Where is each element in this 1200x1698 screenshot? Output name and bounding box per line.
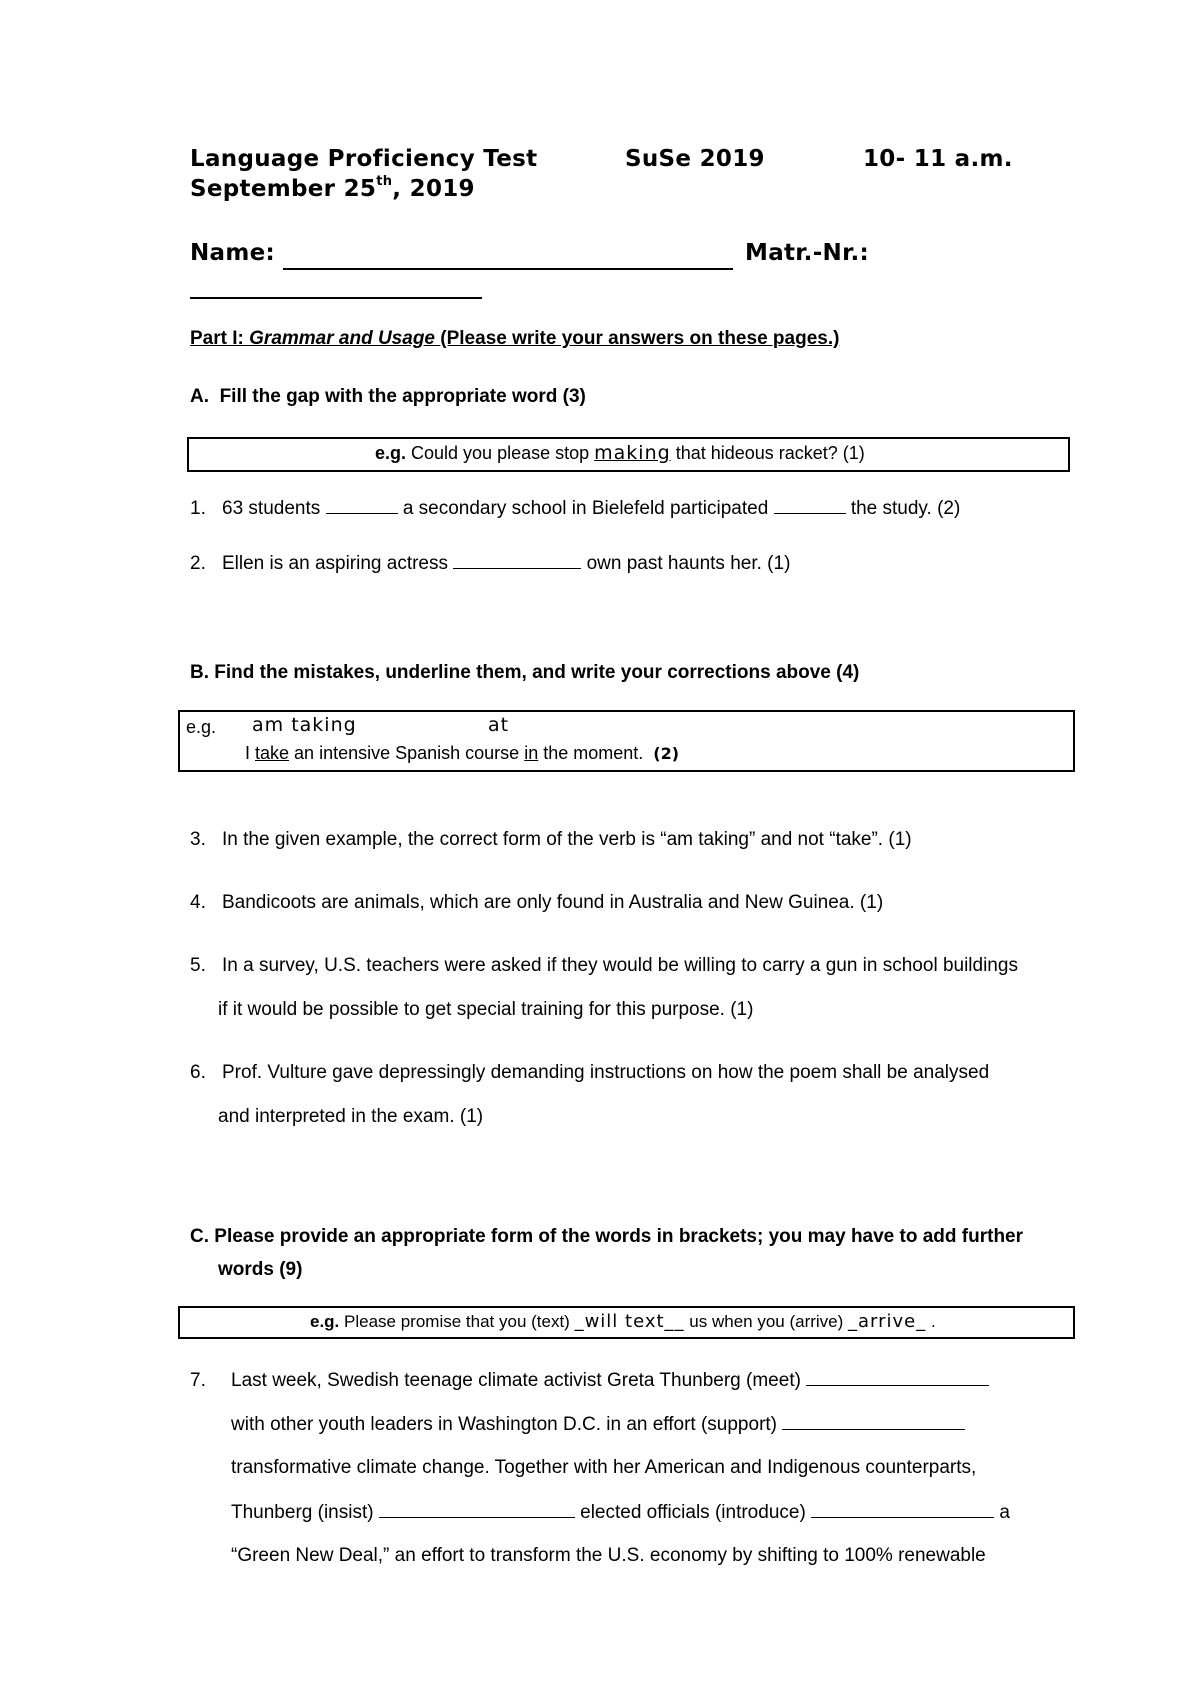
sectionB-example-prefix: e.g. — [186, 717, 217, 737]
test-date: September 25th, 2019 — [190, 174, 475, 202]
sectionB-example-sentence: I take an intensive Spanish course in the moment. (2) — [245, 743, 680, 763]
answer-gap[interactable] — [453, 552, 581, 569]
question-7-line3: transformative climate change. Together with her American and Indigenous counterparts, — [231, 1457, 977, 1478]
question-7-line5: “Green New Deal,” an effort to transform the U.S. economy by shifting to 100% renewable — [231, 1545, 986, 1566]
name-field[interactable] — [283, 248, 733, 270]
answer-gap[interactable] — [326, 497, 398, 514]
sectionB-heading: B. Find the mistakes, underline them, and write your corrections above (4) — [190, 662, 860, 683]
test-title: Language Proficiency Test — [190, 146, 538, 172]
answer-gap[interactable] — [806, 1369, 989, 1386]
question-5: 5. In a survey, U.S. teachers were asked if they would be willing to carry a gun in school buildings — [190, 955, 1018, 976]
sectionC-heading-cont: words (9) — [218, 1259, 303, 1280]
question-7-line2: with other youth leaders in Washington D.C. in an effort (support) — [231, 1413, 965, 1436]
question-6-cont: and interpreted in the exam. (1) — [218, 1106, 484, 1127]
sectionC-heading: C. Please provide an appropriate form of the words in brackets; you may have to add further — [190, 1226, 1024, 1247]
question-5-cont: if it would be possible to get special training for this purpose. (1) — [218, 999, 754, 1020]
answer-gap[interactable] — [811, 1501, 994, 1518]
sectionA-example: e.g. Could you please stop making that hideous racket? (1) — [375, 442, 865, 464]
question-7-line4: Thunberg (insist) elected officials (introduce) a — [231, 1502, 1010, 1523]
answer-gap[interactable] — [379, 1501, 575, 1518]
name-label: Name: — [190, 240, 276, 266]
sectionA-heading: A. Fill the gap with the appropriate word (3) — [190, 386, 586, 407]
sectionC-example: e.g. Please promise that you (text) _will text__ us when you (arrive) _arrive_ . — [310, 1311, 936, 1332]
sectionB-correction-1: am taking — [252, 714, 357, 736]
sectionB-correction-2: at — [488, 714, 510, 736]
matr-label: Matr.-Nr.: — [745, 240, 869, 266]
answer-gap[interactable] — [782, 1413, 965, 1430]
question-7: 7. Last week, Swedish teenage climate activist Greta Thunberg (meet) — [190, 1369, 989, 1392]
matr-field[interactable] — [190, 277, 482, 299]
question-2: 2. Ellen is an aspiring actress own past haunts her. (1) — [190, 553, 791, 574]
part1-heading: Part I: Grammar and Usage (Please write your answers on these pages.) — [190, 328, 840, 349]
test-semester: SuSe 2019 — [625, 146, 765, 172]
question-3: 3. In the given example, the correct form of the verb is “am taking” and not “take”. (1) — [190, 829, 912, 850]
answer-gap[interactable] — [774, 497, 846, 514]
test-time: 10- 11 a.m. — [863, 146, 1013, 172]
question-4: 4. Bandicoots are animals, which are only found in Australia and New Guinea. (1) — [190, 892, 884, 913]
question-1: 1. 63 students a secondary school in Bielefeld participated the study. (2) — [190, 498, 961, 519]
question-6: 6. Prof. Vulture gave depressingly demanding instructions on how the poem shall be analysed — [190, 1062, 990, 1083]
